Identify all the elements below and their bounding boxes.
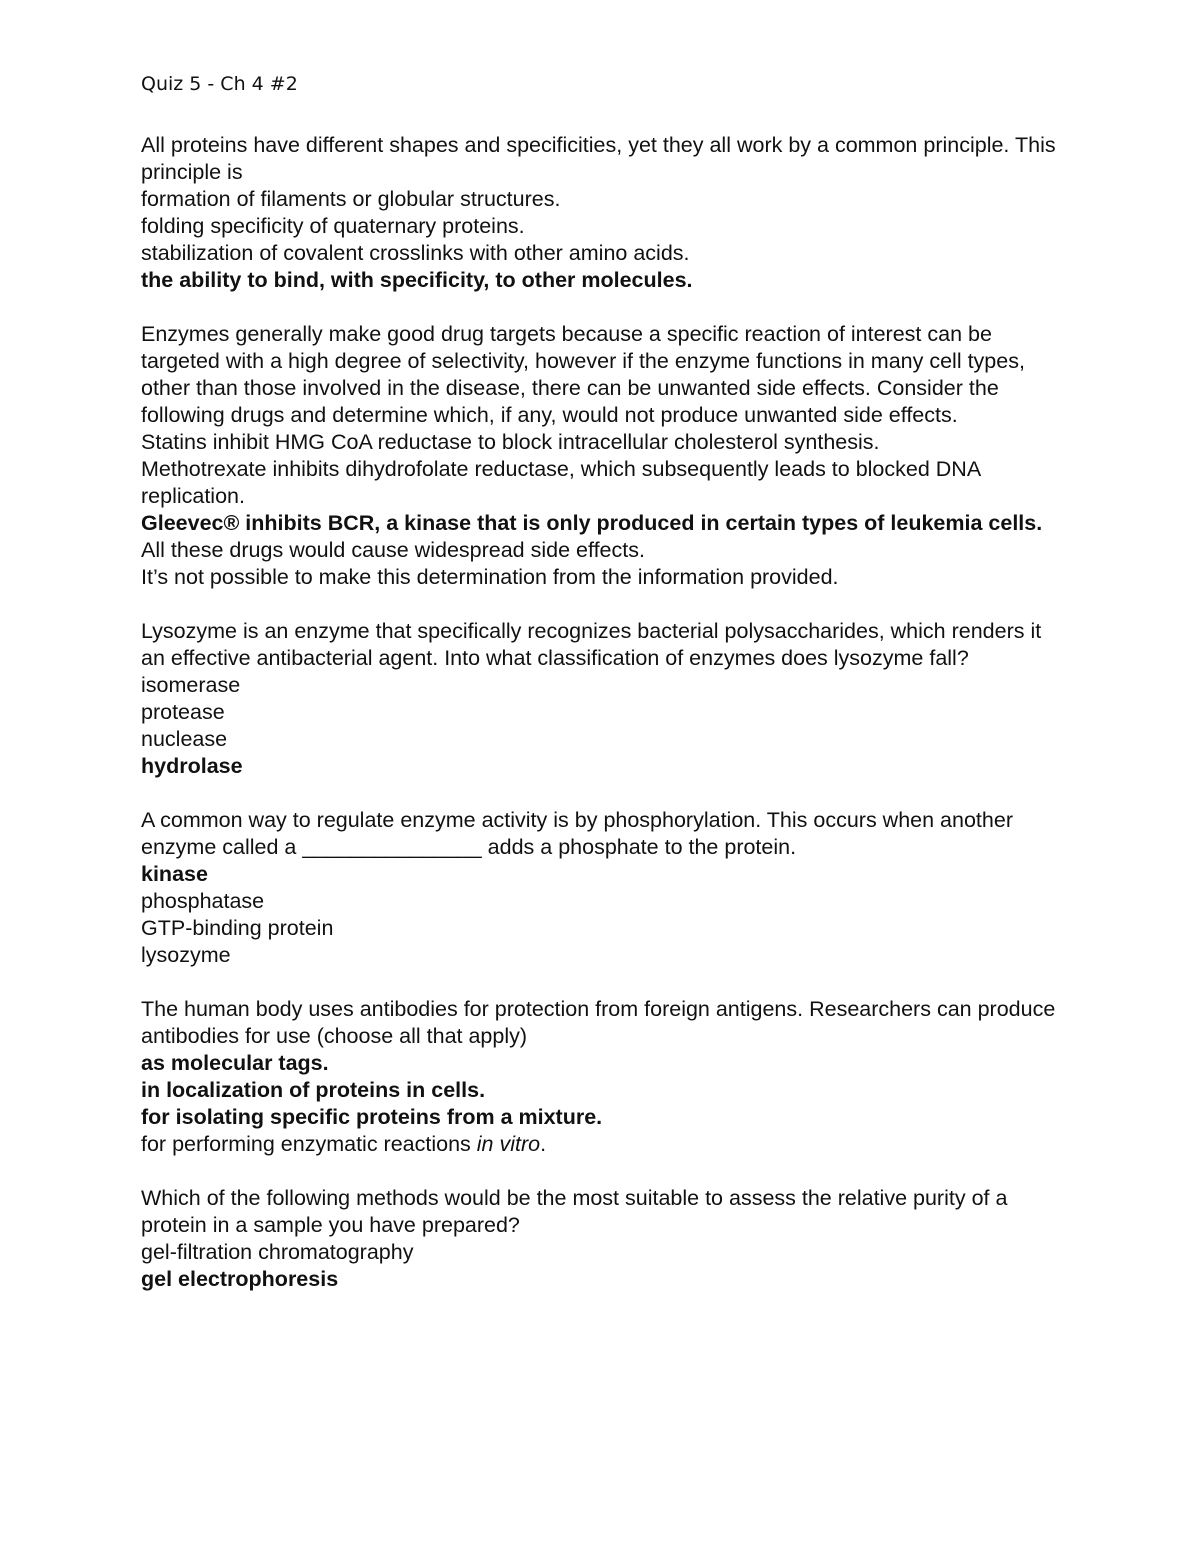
answer-option: GTP-binding protein: [141, 916, 334, 940]
question-block: [141, 1185, 1071, 1293]
answer-option-italic-term: in vitro: [476, 1132, 541, 1156]
question-text: Which of the following methods would be the most suitable to assess the relative purity of a protein in a sample you have prepared?: [141, 1186, 1008, 1237]
answer-option-correct: in localization of proteins in cells.: [141, 1078, 486, 1102]
question-block: [141, 996, 1071, 1158]
question-block: [141, 618, 1071, 780]
question-block: [141, 807, 1071, 969]
question-text: A common way to regulate enzyme activity is by phosphorylation. This occurs when another enzyme called a _______________ adds a phosphate to the protein.: [141, 808, 1013, 859]
answer-option: gel-filtration chromatography: [141, 1240, 414, 1264]
answer-option: [141, 1131, 1071, 1158]
answer-option-correct: Gleevec® inhibits BCR, a kinase that is only produced in certain types of leukemia cells.: [141, 511, 1043, 535]
question-text: Lysozyme is an enzyme that specifically recognizes bacterial polysaccharides, which renders it an effective antibacterial agent. Into what classification of enzymes does lysozyme fall?: [141, 619, 1042, 670]
answer-option-correct: for isolating specific proteins from a mixture.: [141, 1105, 603, 1129]
answer-option-correct: as molecular tags.: [141, 1051, 329, 1075]
answer-option: stabilization of covalent crosslinks with other amino acids.: [141, 241, 690, 265]
question-list: [141, 132, 1071, 1293]
answer-option: All these drugs would cause widespread side effects.: [141, 538, 645, 562]
question-text: The human body uses antibodies for protection from foreign antigens. Researchers can produce antibodies for use (choose all that apply): [141, 997, 1056, 1048]
answer-option-correct: kinase: [141, 862, 208, 886]
answer-option: nuclease: [141, 727, 228, 751]
answer-option: Methotrexate inhibits dihydrofolate reductase, which subsequently leads to blocked DNA replication.: [141, 457, 980, 508]
answer-option: Statins inhibit HMG CoA reductase to block intracellular cholesterol synthesis.: [141, 430, 880, 454]
answer-option-correct: the ability to bind, with specificity, to other molecules.: [141, 268, 693, 292]
answer-option: phosphatase: [141, 889, 265, 913]
answer-option-end: .: [540, 1132, 547, 1156]
answer-option: isomerase: [141, 673, 241, 697]
answer-option: lysozyme: [141, 943, 231, 967]
document-content: [141, 70, 1071, 1320]
answer-option-text: for performing enzymatic reactions: [141, 1132, 471, 1156]
answer-option-correct: hydrolase: [141, 754, 243, 778]
answer-option-correct: gel electrophoresis: [141, 1267, 339, 1291]
question-text: Enzymes generally make good drug targets because a specific reaction of interest can be targeted with a high degree of selectivity, however if the enzyme functions in many cell types, other than those involved in the disease, there can be unwanted side effects. Consider the following drugs and determine which, if any, would not produce unwanted side effects.: [141, 322, 1025, 427]
quiz-title: Quiz 5 - Ch 4 #2: [141, 73, 298, 95]
answer-option: folding specificity of quaternary proteins.: [141, 214, 525, 238]
question-text: All proteins have different shapes and specificities, yet they all work by a common principle. This principle is: [141, 133, 1056, 184]
question-block: [141, 321, 1071, 591]
answer-option: protease: [141, 700, 225, 724]
answer-option: formation of filaments or globular structures.: [141, 187, 561, 211]
answer-option: It’s not possible to make this determination from the information provided.: [141, 565, 839, 589]
question-block: [141, 132, 1071, 294]
